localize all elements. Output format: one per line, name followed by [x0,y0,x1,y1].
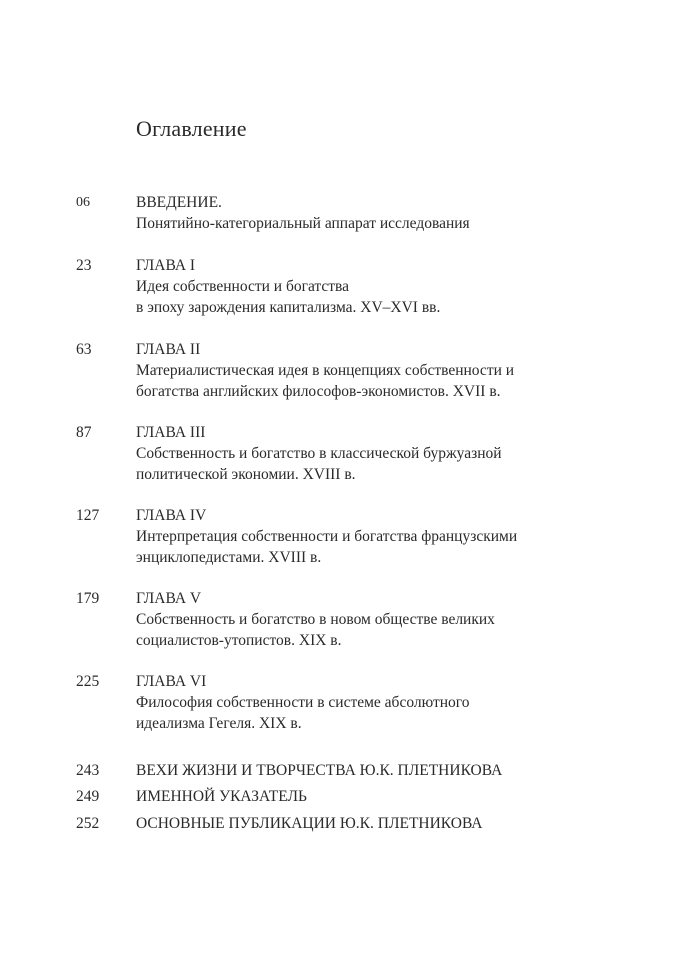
toc-title-line: идеализма Гегеля. XIX в. [136,715,302,732]
toc-entry-text [136,671,596,734]
toc-page-number: 87 [76,424,92,441]
toc-heading: ГЛАВА I [136,257,196,274]
toc-entry-text [136,505,596,568]
toc-title-line: Собственность и богатство в классической буржуазной [136,445,502,462]
toc-title-line: в эпоху зарождения капитализма. XV–XVI вв. [136,299,441,316]
toc-page-number: 63 [76,341,92,358]
toc-title-line: политической экономии. XVIII в. [136,466,356,483]
toc-title-line: Философия собственности в системе абсолютного [136,694,470,711]
toc-entry-text [136,760,596,781]
toc-entry-text [136,588,596,651]
toc-title-line: Интерпретация собственности и богатства французскими [136,528,518,545]
toc-heading: ГЛАВА II [136,341,201,358]
toc-title-line: богатства английских философов-экономистов. XVII в. [136,383,501,400]
page-title: Оглавление [136,116,247,141]
toc-heading: ГЛАВА VI [136,673,207,690]
toc-page-number: 243 [76,762,100,779]
toc-entry-text [136,192,596,234]
toc-heading: ИМЕННОЙ УКАЗАТЕЛЬ [136,788,307,805]
toc-title-line: Понятийно-категориальный аппарат исследования [136,215,470,232]
toc-title-line: Идея собственности и богатства [136,278,350,295]
toc-page-number: 225 [76,673,100,690]
toc-heading: ГЛАВА IV [136,507,207,524]
toc-page-number: 127 [76,507,100,524]
toc-entry-text [136,339,596,402]
toc-page-number: 23 [76,257,92,274]
toc-page-number: 179 [76,590,100,607]
toc-page-number: 249 [76,788,100,805]
toc-entry-text [136,786,596,807]
toc-heading: ВВЕДЕНИЕ. [136,194,222,211]
toc-title-line: энциклопедистами. XVIII в. [136,549,322,566]
toc-title-line: Собственность и богатство в новом обществе великих [136,611,495,628]
toc-heading: ОСНОВНЫЕ ПУБЛИКАЦИИ Ю.К. ПЛЕТНИКОВА [136,815,483,832]
toc-page-number: 252 [76,815,100,832]
toc-page-number: 06 [76,195,90,210]
toc-title-line: Материалистическая идея в концепциях собственности и [136,362,515,379]
toc-entry-text [136,255,596,318]
toc-heading: ГЛАВА III [136,424,206,441]
toc-heading: ВЕХИ ЖИЗНИ И ТВОРЧЕСТВА Ю.К. ПЛЕТНИКОВА [136,762,503,779]
toc-title-line: социалистов-утопистов. XIX в. [136,632,342,649]
toc-entry-text [136,422,596,485]
toc-heading: ГЛАВА V [136,590,202,607]
toc-entry-text [136,813,596,834]
